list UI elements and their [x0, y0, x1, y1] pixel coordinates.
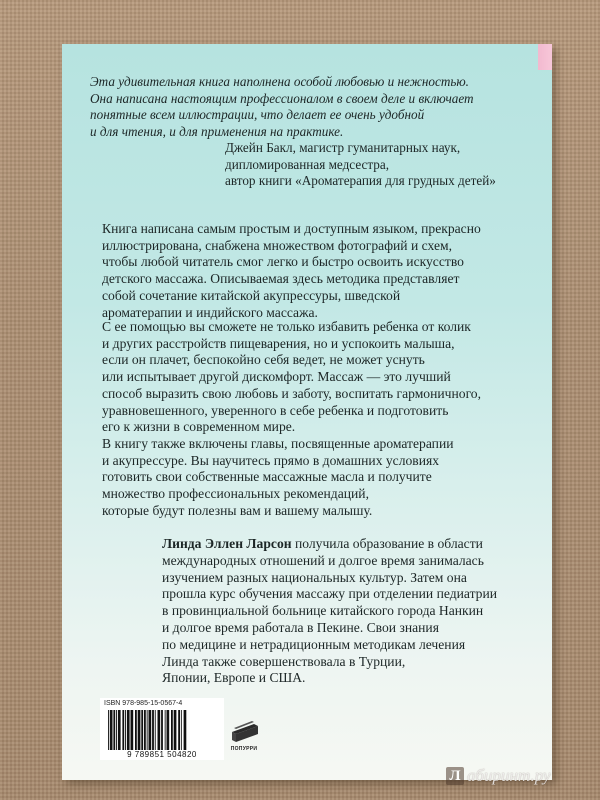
- barcode-bar: [144, 710, 146, 750]
- author-name: Линда Эллен Ларсон: [162, 536, 292, 551]
- paragraph-line: готовить свои собственные массажные масла и получите: [102, 469, 432, 485]
- publisher-logo-icon: [224, 710, 264, 750]
- quote-line: Она написана настоящим профессионалом в своем деле и включает: [90, 90, 474, 106]
- barcode-bar: [158, 710, 161, 750]
- author-bio-line: Линда также совершенствовала в Турции,: [162, 653, 406, 669]
- author-bio-text: получила образование в области: [291, 536, 483, 551]
- author-bio: [162, 536, 542, 687]
- barcode-bar: [147, 710, 148, 750]
- author-bio-line: изучением разных национальных культур. Затем она: [162, 569, 467, 585]
- paragraph-line: В книгу также включены главы, посвященные ароматерапии: [102, 436, 454, 451]
- watermark-letter: Л: [446, 767, 464, 785]
- paragraph-line: и акупрессуре. Вы научитесь прямо в домашних условиях: [102, 452, 440, 468]
- attribution-line: дипломированная медсестра,: [225, 156, 390, 172]
- quote-line: понятные всем иллюстрации, что делает ее очень удобной: [90, 107, 425, 122]
- barcode-bar: [165, 710, 166, 750]
- author-bio-first-line: [162, 536, 542, 553]
- paragraph-line: его к жизни в современном мире.: [102, 419, 296, 435]
- description-paragraph: [102, 436, 542, 520]
- quote-attribution: [225, 140, 545, 190]
- barcode-bar: [125, 710, 126, 750]
- author-bio-line: международных отношений и долгое время занималась: [162, 552, 484, 568]
- publisher-name: ПОПУРРИ: [230, 746, 258, 752]
- barcode-bar: [135, 710, 137, 750]
- barcode-bar: [149, 710, 152, 750]
- pink-cover-edge: [538, 44, 552, 70]
- paragraph-line: множество профессиональных рекомендаций,: [102, 486, 369, 502]
- barcode-bar: [138, 710, 141, 750]
- barcode-bar: [131, 710, 134, 750]
- book-back-cover: [62, 44, 552, 780]
- barcode-bar: [110, 710, 113, 750]
- author-bio-line: прошла курс обучения массажу при отделении педиатрии: [162, 586, 498, 602]
- barcode-bar: [118, 710, 121, 750]
- barcode-bar: [171, 710, 173, 750]
- barcode-bar: [152, 710, 154, 750]
- barcode-bar: [184, 710, 187, 750]
- paragraph-line: которые будут полезны вам и вашему малышу.: [102, 502, 373, 518]
- quote-line: Эта удивительная книга наполнена особой любовью и нежностью.: [90, 74, 469, 89]
- barcode-bar: [181, 710, 182, 750]
- barcode-bar: [122, 710, 124, 750]
- barcode-bar: [116, 710, 117, 750]
- barcode-bars: [106, 710, 218, 750]
- description-paragraph: [102, 221, 542, 321]
- paragraph-line: ароматерапии и индийского массажа.: [102, 304, 318, 320]
- paragraph-line: детского массажа. Описываемая здесь методика представляет: [102, 271, 460, 287]
- endorsement-quote: [90, 74, 535, 140]
- isbn-barcode: [100, 698, 224, 760]
- paragraph-line: С ее помощью вы сможете не только избавить ребенка от колик: [102, 319, 471, 334]
- author-bio-line: Японии, Европе и США.: [162, 670, 306, 686]
- paragraph-line: или испытывает другой дискомфорт. Массаж — это лучший: [102, 369, 451, 385]
- paragraph-line: и других расстройств пищеварения, но и успокоить малыша,: [102, 335, 455, 351]
- barcode-bar: [178, 710, 180, 750]
- barcode-bar: [155, 710, 156, 750]
- isbn-number: ISBN 978-985-15-0567-4: [104, 700, 183, 707]
- paragraph-line: способ выразить свою любовь и заботу, воспитать гармоничного,: [102, 385, 481, 401]
- barcode-bar: [167, 710, 170, 750]
- attribution-line: Джейн Бакл, магистр гуманитарных наук,: [225, 140, 461, 155]
- author-bio-line: в провинциальной больнице китайского города Нанкин: [162, 603, 484, 619]
- barcode-bar: [108, 710, 109, 750]
- watermark-text: абиринт.ру: [467, 766, 551, 785]
- attribution-line: автор книги «Ароматерапия для грудных детей»: [225, 173, 496, 188]
- paragraph-line: если он плачет, беспокойно себя ведет, не может уснуть: [102, 352, 425, 368]
- author-bio-line: и долгое время работала в Пекине. Свои знания: [162, 619, 439, 635]
- barcode-bar: [113, 710, 115, 750]
- paragraph-line: иллюстрирована, снабжена множеством фотографий и схем,: [102, 237, 452, 253]
- paragraph-line: чтобы любой читатель смог легко и быстро освоить искусство: [102, 254, 464, 270]
- barcode-digits: 9 789851 504820: [127, 750, 197, 759]
- labirint-watermark: [446, 765, 551, 787]
- paragraph-line: уравновешенного, уверенного в себе ребенка и подготовить: [102, 402, 449, 418]
- barcode-bar: [127, 710, 130, 750]
- paragraph-line: Книга написана самым простым и доступным языком, прекрасно: [102, 221, 481, 236]
- paragraph-line: собой сочетание китайской акупрессуры, шведской: [102, 287, 401, 303]
- description-paragraph: [102, 319, 542, 436]
- barcode-bar: [141, 710, 143, 750]
- barcode-bar: [174, 710, 177, 750]
- author-bio-line: по медицине и нетрадиционным методикам лечения: [162, 636, 466, 652]
- barcode-bar: [161, 710, 163, 750]
- quote-line: и для чтения, и для применения на практике.: [90, 123, 344, 139]
